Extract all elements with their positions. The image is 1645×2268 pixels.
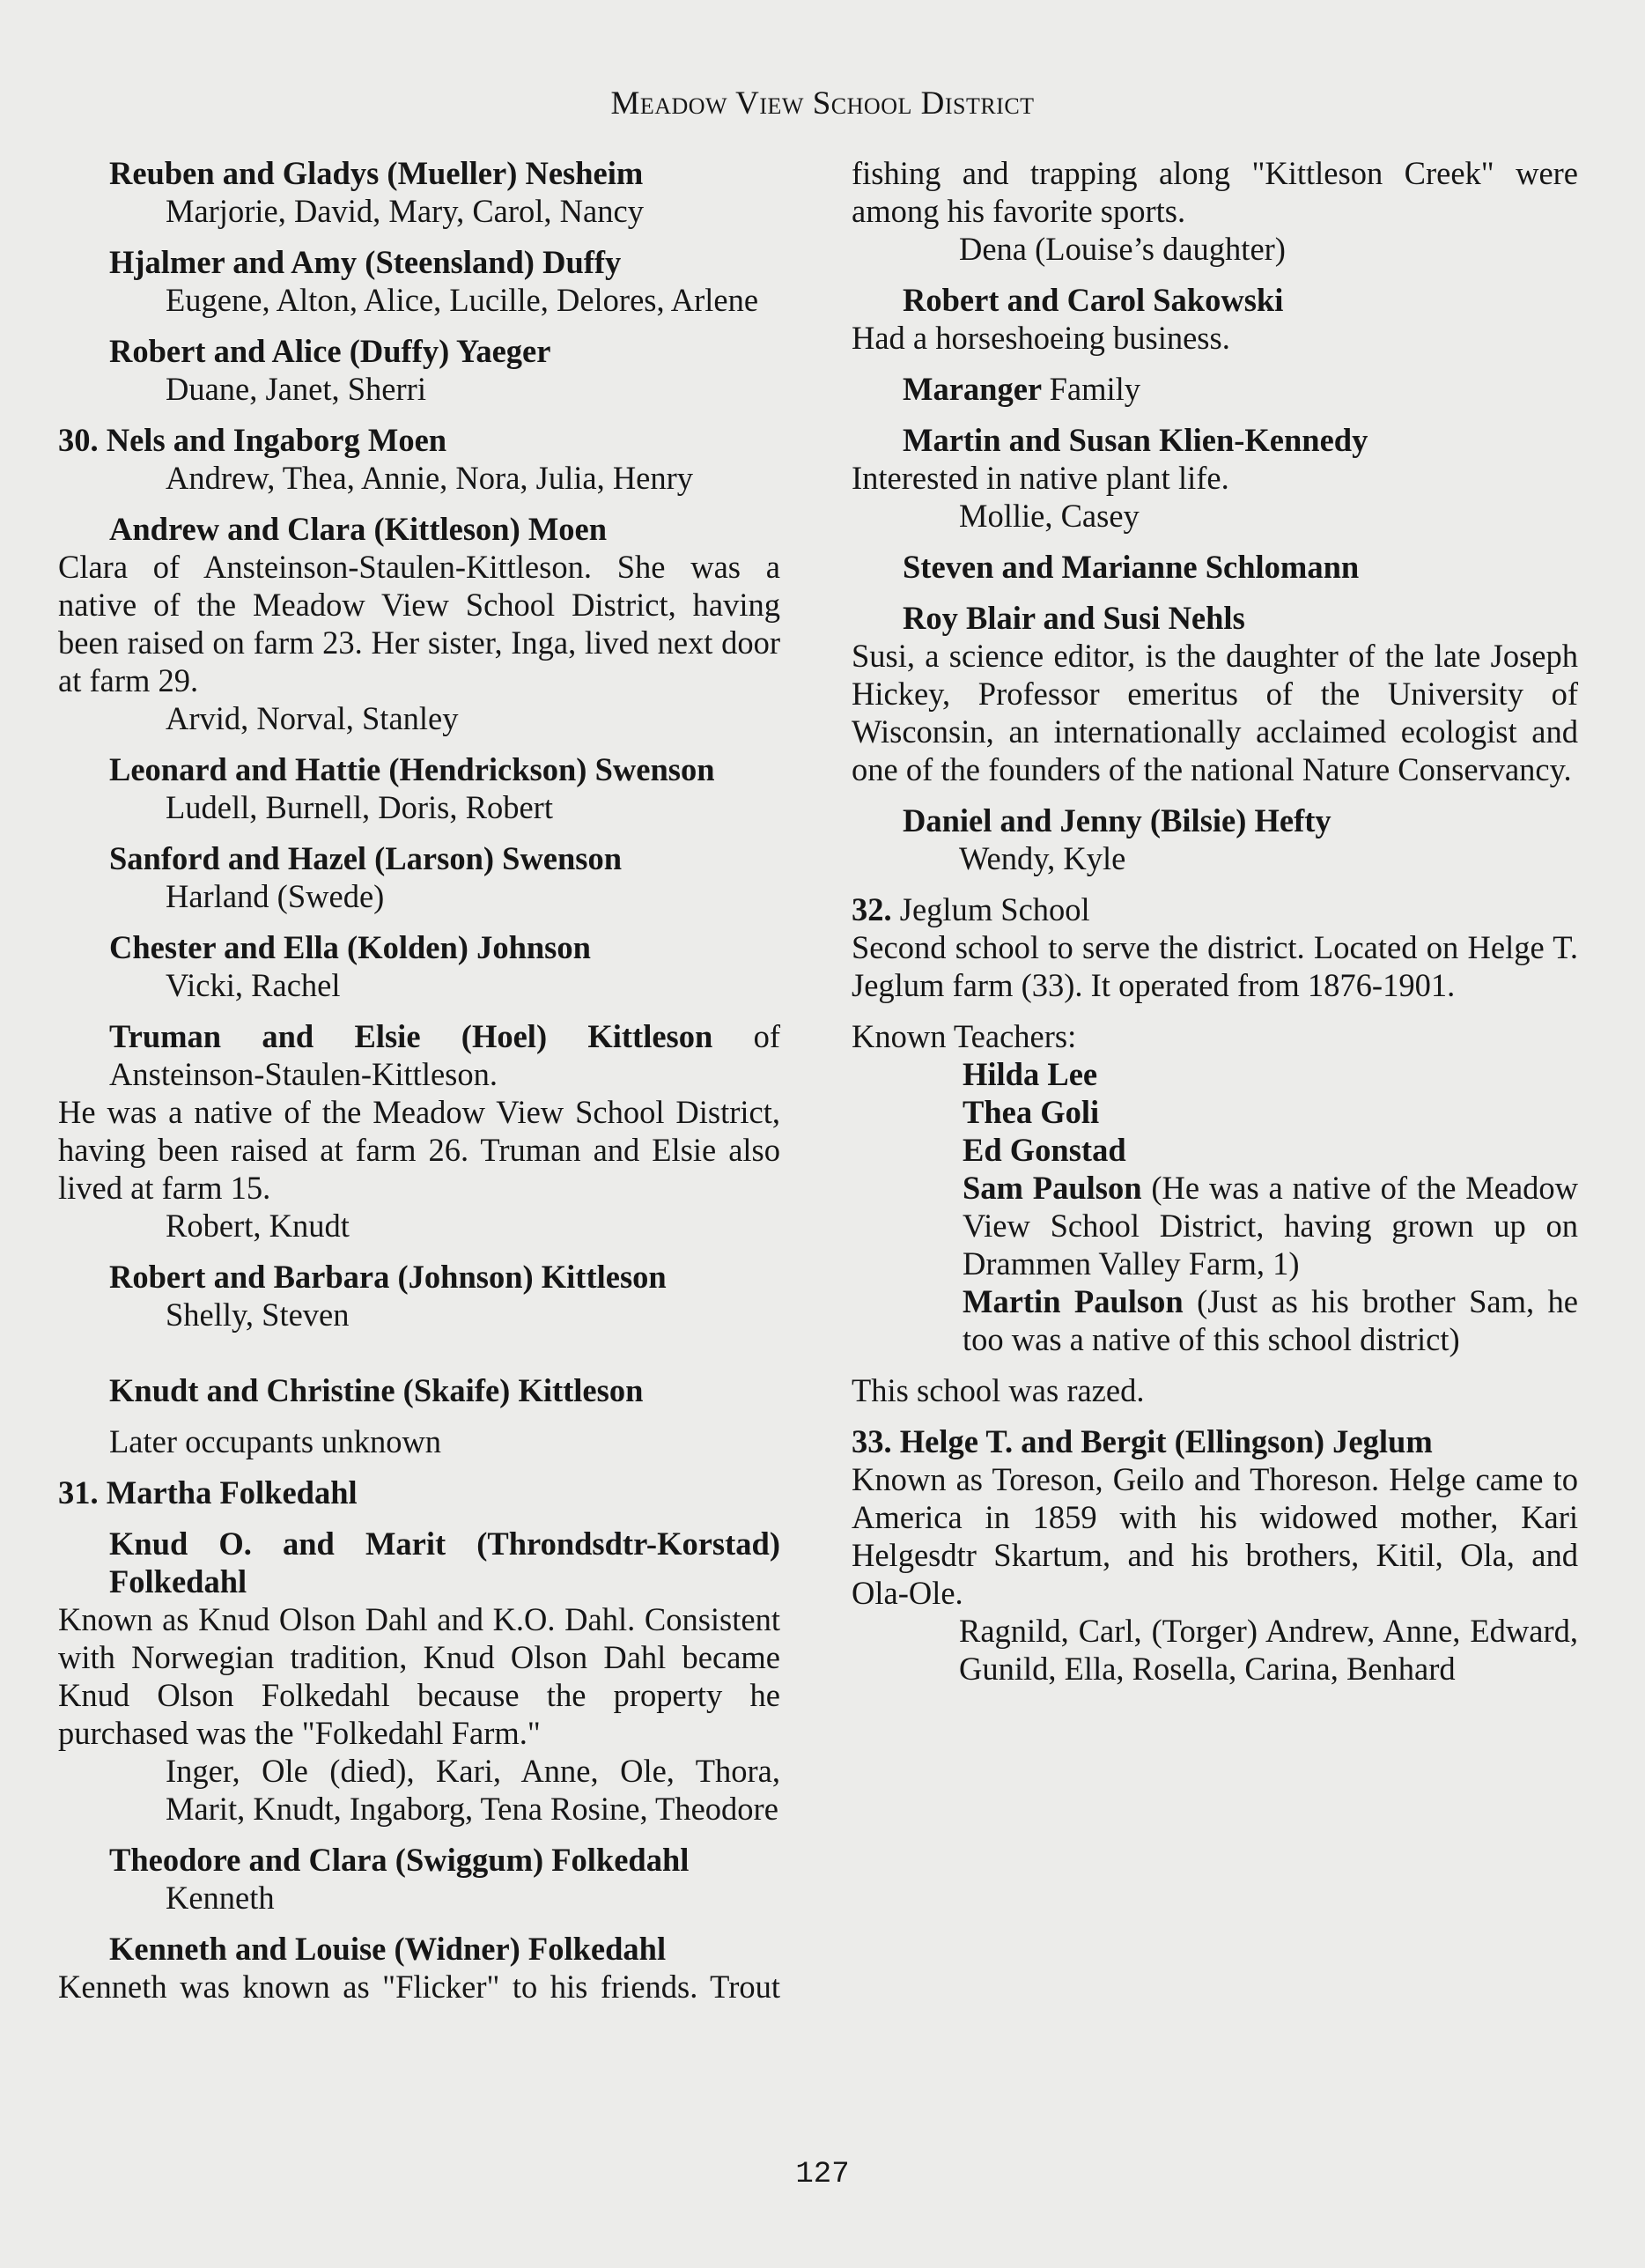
entry-name: Leonard and Hattie (Hendrickson) Swenson xyxy=(109,751,715,787)
right-column xyxy=(852,154,1578,1701)
entry-name-suffix: Family xyxy=(1049,371,1141,407)
entry-name xyxy=(852,890,1578,928)
entry-number: 32. xyxy=(852,891,892,927)
entry-maranger xyxy=(852,370,1578,408)
entry-description: Second school to serve the district. Located on Helge T. Jeglum farm (33). It operated from 1876-1901. xyxy=(852,929,1578,1003)
entry-andrew-clara-moen xyxy=(58,510,780,737)
entry-name: Sanford and Hazel (Larson) Swenson xyxy=(109,840,623,876)
entry-yaeger xyxy=(58,332,780,408)
teachers-label: Known Teachers: xyxy=(852,1018,1077,1054)
entry-children: Eugene, Alton, Alice, Lucille, Delores, Arlene xyxy=(166,282,759,318)
entry-33-jeglum xyxy=(852,1422,1578,1688)
entry-31-folkedahl xyxy=(58,1474,780,1511)
entry-note: This school was razed. xyxy=(852,1372,1145,1408)
teacher-list xyxy=(852,1055,1578,1358)
teacher-name: Martin Paulson xyxy=(963,1283,1184,1319)
page-number: 127 xyxy=(795,2158,850,2191)
entry-hefty xyxy=(852,802,1578,877)
entry-robert-kittleson xyxy=(58,1258,780,1333)
entry-kenneth-folkedahl xyxy=(58,1930,780,2006)
entry-description: Clara of Ansteinson-Staulen-Kittleson. She was a native of the Meadow View School District, having been raised on farm 23. Her sister, Inga, lived next door at farm 29. xyxy=(58,549,780,698)
entry-sakowski xyxy=(852,281,1578,357)
entry-children: Harland (Swede) xyxy=(166,878,385,914)
entry-name-bold: Maranger xyxy=(903,371,1042,407)
entry-name: Knudt and Christine (Skaife) Kittleson xyxy=(109,1372,644,1408)
entry-description: Kenneth was known as "Flicker" to his friends. Trout xyxy=(58,1969,780,2005)
entry-children: Dena (Louise’s daughter) xyxy=(959,231,1286,267)
entry-name: Andrew and Clara (Kittleson) Moen xyxy=(109,511,608,547)
entry-name: Knud O. and Marit (Throndsdtr-Korstad) xyxy=(109,1526,780,1562)
entry-description: He was a native of the Meadow View School District, having been raised at farm 26. Truman and Elsie also lived at farm 15. xyxy=(58,1094,780,1206)
entry-name: Robert and Barbara (Johnson) Kittleson xyxy=(109,1259,667,1295)
entry-children: Wendy, Kyle xyxy=(959,840,1126,876)
teacher-item: Ed Gonstad xyxy=(963,1132,1126,1168)
entry-description: Known as Knud Olson Dahl and K.O. Dahl. Consistent with Norwegian tradition, Knud Olson Dahl became Knud Olson Folkedahl because the property he purchased was the "Folkedahl Farm." xyxy=(58,1601,780,1751)
entry-32-jeglum-school xyxy=(852,890,1578,1358)
entry-truman-kittleson xyxy=(58,1017,780,1245)
entry-klien-kennedy xyxy=(852,421,1578,535)
entry-name: Hjalmer and Amy (Steensland) Duffy xyxy=(109,244,622,280)
page-header: Meadow View School District xyxy=(610,85,1035,122)
entry-name-line2: Ansteinson-Staulen-Kittleson. xyxy=(109,1056,498,1092)
teacher-item: Thea Goli xyxy=(963,1094,1100,1130)
entry-nesheim xyxy=(58,154,780,230)
entry-name: Robert and Carol Sakowski xyxy=(903,282,1284,318)
entry-name-bold: Truman and Elsie (Hoel) Kittleson xyxy=(109,1018,713,1054)
entry-children: Andrew, Thea, Annie, Nora, Julia, Henry xyxy=(166,460,694,496)
teacher-name: Sam Paulson xyxy=(963,1170,1142,1206)
teacher-note: (He was a native of the Meadow View School District, having grown up on Drammen Valley Farm, 1) xyxy=(963,1170,1579,1282)
entry-schlomann xyxy=(852,548,1578,586)
left-column xyxy=(58,154,780,2019)
entry-razed-note xyxy=(852,1371,1578,1409)
entry-name xyxy=(58,1017,780,1055)
entry-name: Reuben and Gladys (Mueller) Nesheim xyxy=(109,155,644,191)
teacher-note: (Just as his brother Sam, he too was a native of this school district) xyxy=(963,1283,1578,1357)
entry-johnson xyxy=(58,928,780,1004)
spacer xyxy=(58,1347,780,1371)
entry-30-moen xyxy=(58,421,780,497)
entry-children: Marjorie, David, Mary, Carol, Nancy xyxy=(166,193,644,229)
entry-description: Had a horseshoeing business. xyxy=(852,320,1230,356)
entry-nehls xyxy=(852,599,1578,788)
entry-name: Kenneth and Louise (Widner) Folkedahl xyxy=(109,1931,667,1967)
teacher-item: Hilda Lee xyxy=(963,1056,1098,1092)
entry-name: Steven and Marianne Schlomann xyxy=(903,549,1360,585)
entry-name xyxy=(852,370,1578,408)
entry-name: 33. Helge T. and Bergit (Ellingson) Jeglum xyxy=(852,1423,1433,1459)
entry-children: Ludell, Burnell, Doris, Robert xyxy=(166,789,553,825)
entry-sanford-swenson xyxy=(58,839,780,915)
entry-name: Martin and Susan Klien-Kennedy xyxy=(903,422,1368,458)
teacher-item xyxy=(963,1169,1578,1282)
entry-leonard-swenson xyxy=(58,750,780,826)
entry-description: Known as Toreson, Geilo and Thoreson. Helge came to America in 1859 with his widowed mother, Kari Helgesdtr Skartum, and his brothers, Kitil, Ola, and Ola-Ole. xyxy=(852,1461,1578,1611)
entry-title: Jeglum School xyxy=(899,891,1090,927)
entry-name: 30. Nels and Ingaborg Moen xyxy=(58,422,447,458)
entry-children: Arvid, Norval, Stanley xyxy=(166,700,459,736)
entry-description: Interested in native plant life. xyxy=(852,460,1229,496)
entry-children: Vicki, Rachel xyxy=(166,967,341,1003)
entry-continuation xyxy=(852,154,1578,268)
entry-children: Shelly, Steven xyxy=(166,1297,350,1333)
teacher-item xyxy=(963,1282,1578,1358)
entry-description: Susi, a science editor, is the daughter of the late Joseph Hickey, Professor emeritus of the University of Wisconsin, an internationally acclaimed ecologist and one of the founders of the national Nature Conservancy. xyxy=(852,638,1578,787)
entry-children: Mollie, Casey xyxy=(959,498,1140,534)
entry-note: Later occupants unknown xyxy=(109,1423,442,1459)
entry-duffy xyxy=(58,243,780,319)
entry-name-suffix: of xyxy=(753,1018,780,1054)
entry-knud-folkedahl xyxy=(58,1525,780,1828)
entry-children: Robert, Knudt xyxy=(166,1208,350,1244)
entry-name: Roy Blair and Susi Nehls xyxy=(903,600,1245,636)
entry-knudt-kittleson xyxy=(58,1371,780,1460)
entry-name: Daniel and Jenny (Bilsie) Hefty xyxy=(903,802,1331,838)
entry-children: Inger, Ole (died), Kari, Anne, Ole, Thora, Marit, Knudt, Ingaborg, Tena Rosine, Theodore xyxy=(166,1753,780,1827)
entry-children: Ragnild, Carl, (Torger) Andrew, Anne, Edward, Gunild, Ella, Rosella, Carina, Benhard xyxy=(959,1613,1578,1687)
entry-name: Robert and Alice (Duffy) Yaeger xyxy=(109,333,551,369)
entry-children: Kenneth xyxy=(166,1880,275,1916)
entry-name-line2: Folkedahl xyxy=(109,1563,247,1599)
entry-children: Duane, Janet, Sherri xyxy=(166,371,426,407)
entry-name: Theodore and Clara (Swiggum) Folkedahl xyxy=(109,1842,690,1878)
entry-name: Chester and Ella (Kolden) Johnson xyxy=(109,929,591,965)
entry-description: fishing and trapping along "Kittleson Creek" were among his favorite sports. xyxy=(852,155,1578,229)
entry-name: 31. Martha Folkedahl xyxy=(58,1474,358,1511)
entry-theodore-folkedahl xyxy=(58,1841,780,1917)
